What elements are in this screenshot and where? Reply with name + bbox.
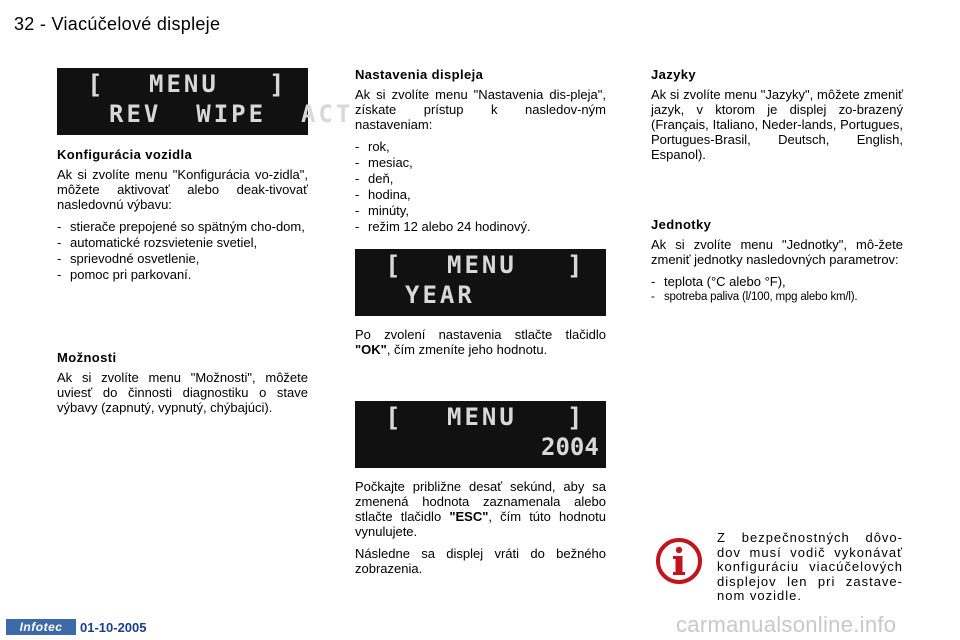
display-sub-text: YEAR [405,281,475,309]
esc-paragraph [355,479,606,539]
return-paragraph: Následne sa displej vráti do bežného zobrazenia. [355,546,606,576]
jazyky-text: Ak si zvolíte menu "Jazyky", môžete zmeniť jazyk, v ktorom je displej zo-brazený (Français, Italiano, Neder-lands, Portugues, Portugues-Brasil, Deutsch, English, Espanol). [651,87,903,162]
section-title-nastavenia: Nastavenia displeja [355,67,484,82]
section-title-jazyky: Jazyky [651,67,697,82]
jednotky-intro: Ak si zvolíte menu "Jednotky", mô-žete zmeniť jednotky nasledovných parametrov: [651,237,903,267]
nastavenia-list [355,139,606,234]
list-item: - sprievodné osvetlenie, [57,251,308,266]
safety-notice: Z bezpečnostných dôvo-dov musí vodič vykonávať konfiguráciu viacúčelových displejov len pri zastave-nom vozidle. [717,530,903,603]
watermark: carmanualsonline.info [676,612,897,637]
display-year-value [355,401,606,468]
list-item: - deň, [355,171,606,186]
ok-text-after: , čím zmeníte jeho hodnotu. [386,342,548,357]
infotec-logo: Infotec [6,619,76,635]
column-middle [355,67,606,235]
esc-text-before: Počkajte približne desať sekúnd, aby sa zmenená hodnota zaznamenala alebo stlačte tlačidlo [355,479,606,524]
section-moznosti [57,350,308,422]
display-year-menu [355,249,606,316]
display-bracket-left: [ [385,403,401,433]
ok-instruction [355,327,606,364]
list-item: - pomoc pri parkovaní. [57,267,308,282]
ok-button-label: "OK" [355,342,387,357]
display-bracket-right: ] [567,251,583,281]
list-item: - rok, [355,139,606,154]
esc-instruction [355,479,606,583]
display-config-menu [57,68,354,135]
ok-paragraph [355,327,606,357]
list-item: - stierače prepojené so spätným cho-dom, [57,219,308,234]
section-title-moznosti: Možnosti [57,350,117,365]
section-title-jednotky: Jednotky [651,217,712,232]
esc-button-label: "ESC" [449,509,489,524]
ok-text-before: Po zvolení nastavenia stlačte tlačidlo [355,327,606,342]
section-title-konfiguracia: Konfigurácia vozidla [57,147,193,162]
esc-text-after: , čím túto hodnotu vynulujete. [355,509,606,539]
display-menu-text: MENU [447,251,517,279]
info-icon [655,537,703,585]
list-item: - teplota (°C alebo °F), [651,274,903,289]
display-bracket-right: ] [269,70,285,100]
page-title: 32 - Viacúčelové displeje [14,14,221,34]
display-bracket-left: [ [87,70,103,100]
list-item: - spotreba paliva (l/100, mpg alebo km/l). [651,290,903,305]
list-item: - automatické rozsvietenie svetiel, [57,235,308,250]
list-item: - režim 12 alebo 24 hodinový. [355,219,606,234]
display-menu-text: MENU [149,70,219,98]
konfiguracia-list [57,219,308,282]
nastavenia-intro: Ak si zvolíte menu "Nastavenia dis-pleja", získate prístup k nasledov-ným nastaveniam: [355,87,606,132]
list-item: - mesiac, [355,155,606,170]
display-bracket-left: [ [385,251,401,281]
jednotky-list [651,274,903,305]
list-item: - hodina, [355,187,606,202]
column-left [57,147,308,283]
display-bracket-right: ] [567,403,583,433]
moznosti-text: Ak si zvolíte menu "Možnosti", môžete uviesť do činnosti diagnostiku o stave výbavy (zapnutý, vypnutý, chýbajúci). [57,370,308,415]
konfiguracia-intro: Ak si zvolíte menu "Konfigurácia vo-zidla", môžete aktivovať alebo deak-tivovať nasledovnú výbavu: [57,167,308,212]
list-item: - minúty, [355,203,606,218]
section-jazyky [651,67,903,169]
display-sub-text: REV WIPE ACT [109,100,354,128]
display-sub-text: 2004 [541,433,599,461]
display-menu-text: MENU [447,403,517,431]
footer-date: 01-10-2005 [80,620,147,635]
section-jednotky [651,217,903,306]
